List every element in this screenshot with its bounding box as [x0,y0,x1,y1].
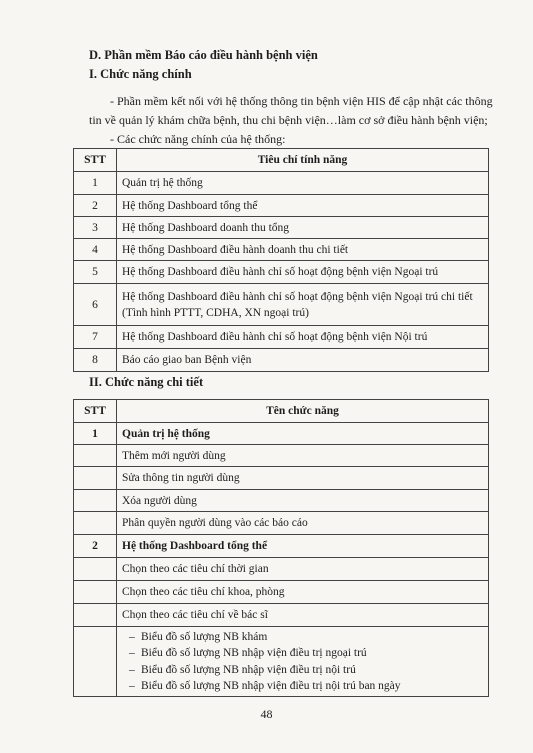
table-row [74,490,489,512]
cell-name: Sửa thông tin người dùng [117,467,489,490]
table-header-row [74,400,489,423]
bullet-row [74,627,489,697]
header-name: Tên chức năng [117,400,489,423]
cell-stt [74,512,117,535]
group-title: Quản trị hệ thống [117,423,489,445]
group-row [74,423,489,445]
table-row [74,326,489,349]
cell-name: Quản trị hệ thống [117,172,489,195]
table-row [74,195,489,217]
header-stt: STT [74,149,117,172]
cell-stt: 1 [74,423,117,445]
cell-stt [74,604,117,627]
section-ii-heading: II. Chức năng chi tiết [89,375,204,389]
intro-line-2: tin về quản lý khám chữa bệnh, thu chi bệnh viện…làm cơ sở điều hành bệnh viện; [89,113,488,127]
main-functions-table [73,148,489,372]
cell-stt: 6 [74,284,117,326]
table-row [74,467,489,490]
bullet-item: – Biểu đồ số lượng NB nhập viện điều trị nội trú [125,662,483,679]
detail-functions-table [73,399,489,697]
cell-name: Hệ thống Dashboard tổng thể [117,195,489,217]
cell-stt: 3 [74,217,117,239]
cell-name: Báo cáo giao ban Bệnh viện [117,349,489,372]
cell-stt: 1 [74,172,117,195]
header-name: Tiêu chí tính năng [117,149,489,172]
bullet-item: – Biểu đồ số lượng NB nhập viện điều trị nội trú ban ngày [125,678,483,695]
section-i-heading: I. Chức năng chính [89,67,192,81]
cell-stt [74,558,117,581]
table-row [74,217,489,239]
cell-stt [74,490,117,512]
cell-name-line-2: (Tình hình PTTT, CDHA, XN ngoại trú) [122,306,309,319]
cell-stt [74,467,117,490]
cell-stt [74,581,117,604]
cell-stt: 2 [74,195,117,217]
cell-name: Chọn theo các tiêu chí thời gian [117,558,489,581]
table-row [74,445,489,467]
cell-stt: 7 [74,326,117,349]
cell-name: Chọn theo các tiêu chí khoa, phòng [117,581,489,604]
intro-line-3: - Các chức năng chính của hệ thống: [110,132,286,146]
table-row [74,349,489,372]
cell-stt: 4 [74,239,117,261]
cell-name: Hệ thống Dashboard điều hành chỉ số hoạt động bệnh viện Ngoại trú [117,261,489,284]
table-row [74,512,489,535]
cell-stt [74,627,117,697]
cell-name [117,284,489,326]
cell-name: Thêm mới người dùng [117,445,489,467]
cell-stt: 5 [74,261,117,284]
table-row [74,284,489,326]
cell-stt: 2 [74,535,117,558]
cell-name-line-1: Hệ thống Dashboard điều hành chỉ số hoạt động bệnh viện Ngoại trú chi tiết [122,290,473,303]
group-title: Hệ thống Dashboard tổng thể [117,535,489,558]
bullet-list [117,627,489,697]
table-row [74,261,489,284]
bullet-item: – Biểu đồ số lượng NB khám [125,629,483,646]
bullet-item: – Biểu đồ số lượng NB nhập viện điều trị ngoại trú [125,645,483,662]
cell-name: Hệ thống Dashboard doanh thu tổng [117,217,489,239]
cell-name: Phân quyền người dùng vào các báo cáo [117,512,489,535]
cell-stt [74,445,117,467]
header-stt: STT [74,400,117,423]
cell-name: Xóa người dùng [117,490,489,512]
table-row [74,558,489,581]
group-row [74,535,489,558]
intro-line-1: - Phần mềm kết nối với hệ thống thông tin bệnh viện HIS để cập nhật các thông [110,94,493,108]
cell-name: Hệ thống Dashboard điều hành doanh thu chi tiết [117,239,489,261]
table-row [74,172,489,195]
page-number: 48 [260,707,273,721]
cell-name: Chọn theo các tiêu chí về bác sĩ [117,604,489,627]
section-d-heading: D. Phần mềm Báo cáo điều hành bệnh viện [89,48,318,62]
cell-name: Hệ thống Dashboard điều hành chỉ số hoạt động bệnh viện Nội trú [117,326,489,349]
table-header-row [74,149,489,172]
table-row [74,604,489,627]
table-row [74,581,489,604]
cell-stt: 8 [74,349,117,372]
table-row [74,239,489,261]
